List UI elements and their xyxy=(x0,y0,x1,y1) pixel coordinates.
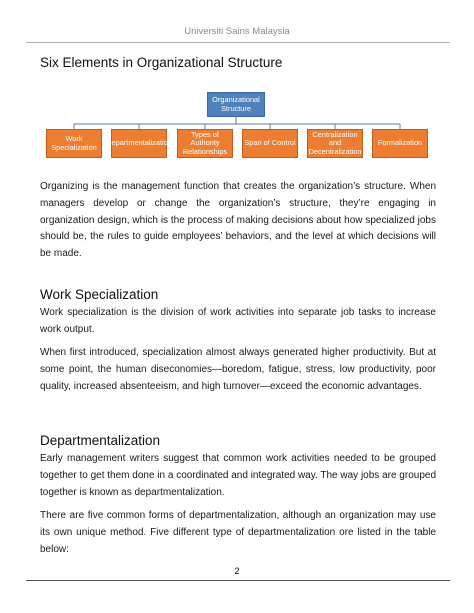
section-title: Six Elements in Organizational Structure xyxy=(40,55,283,70)
org-chart-node-departmentalization: Departmentalization xyxy=(111,129,167,158)
page-number: 2 xyxy=(234,566,240,576)
org-chart-node-work-specialization: Work Specialization xyxy=(46,129,102,158)
departmentalization-paragraph: Early management writers suggest that common work activities needed to be grouped together to get them done in a coordinated and integrated way. The way jobs are grouped together is known as departmentalization. xyxy=(40,453,437,498)
org-chart-root: Organizational Structure xyxy=(207,92,265,117)
page-header: Universiti Sains Malaysia xyxy=(184,26,290,37)
footer-rule xyxy=(26,580,450,581)
org-chart-node-span-of-control: Span of Control xyxy=(242,129,298,158)
org-chart-node-formalization: Formalization xyxy=(372,129,428,158)
org-chart-node-authority-relationships: Types of Authority Relationships xyxy=(177,129,233,158)
org-chart-node-centralization: Centralization and Decentralization xyxy=(307,129,363,158)
intro-paragraph: Organizing is the management function that creates the organization’s structure. When managers develop or change the organization’s structure, they’re engaging in organization design, which is the process of making decisions about how specialized jobs should be, the rules to guide employees’ behaviors, and the level at which decisions will be made. xyxy=(40,181,436,260)
work-specialization-paragraph: When first introduced, specialization almost always generated higher productivity. But at some point, the human diseconomies—boredom, fatigue, stress, low productivity, poor quality, increased absenteeism, and high turnover—exceed the economic advantages. xyxy=(40,347,436,392)
departmentalization-paragraph: There are five common forms of departmentalization, although an organization may use its own unique method. Five different type of departmentalization ore listed in the table below: xyxy=(40,510,436,555)
heading-departmentalization: Departmentalization xyxy=(40,433,161,448)
heading-work-specialization: Work Specialization xyxy=(40,287,159,302)
work-specialization-paragraph: Work specialization is the division of work activities into separate job tasks to increase work output. xyxy=(40,307,436,335)
